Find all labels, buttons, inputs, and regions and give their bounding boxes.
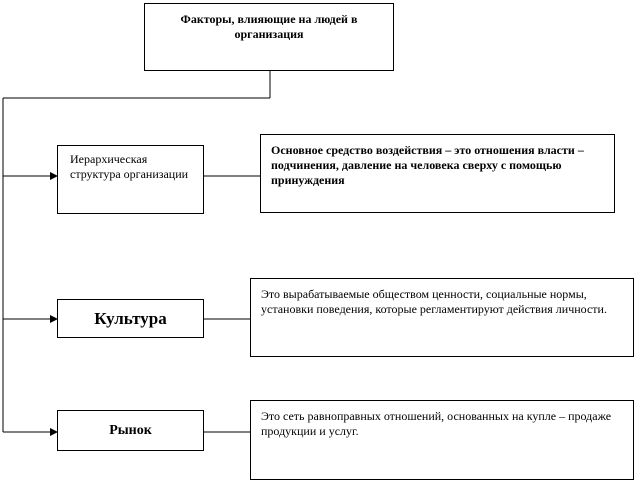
node-market-description: Это сеть равноправных отношений, основанных на купле – продаже продукции и услуг. (261, 409, 612, 438)
diagram-title: Факторы, влияющие на людей в организация (180, 12, 358, 41)
node-culture-description-box (250, 278, 634, 357)
node-hierarchy-label: Иерархическая структура организации (70, 152, 189, 181)
node-market-description-box (250, 400, 634, 480)
node-market (57, 410, 204, 451)
node-culture-description: Это вырабатываемые обществом ценности, социальные нормы, установки поведения, которые регламентируют действия личности. (261, 287, 607, 316)
node-culture (57, 299, 204, 338)
title-box (144, 3, 394, 71)
node-hierarchy (57, 145, 204, 214)
node-hierarchy-description-box (260, 134, 615, 213)
node-market-label: Рынок (109, 423, 152, 438)
node-hierarchy-description: Основное средство воздействия – это отношения власти – подчинения, давление на человека сверху с помощью принуждения (271, 143, 584, 187)
node-culture-label: Культура (94, 309, 167, 328)
